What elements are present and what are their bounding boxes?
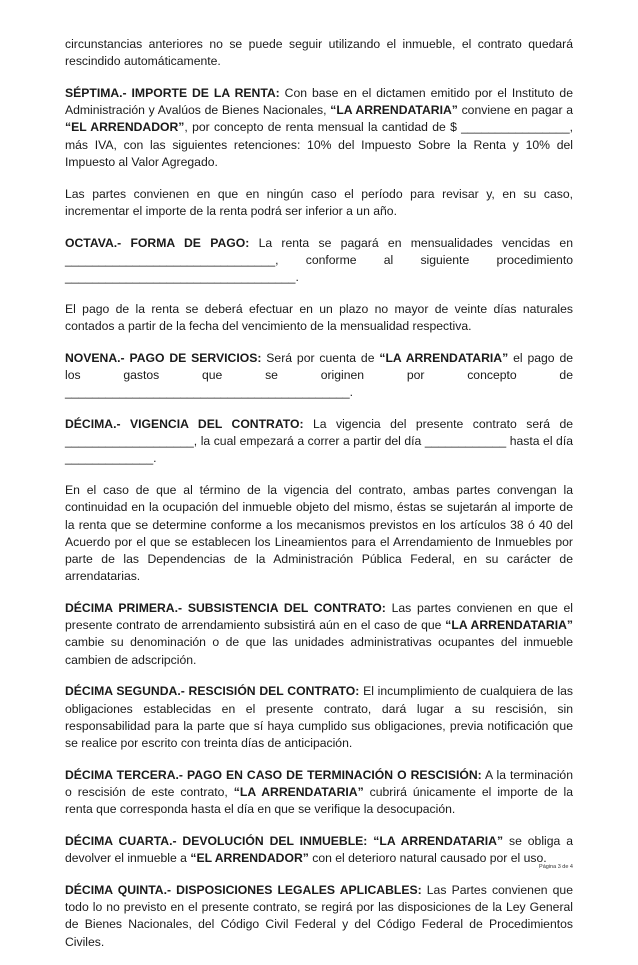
party-name: “EL ARRENDADOR” — [65, 120, 185, 135]
clause-novena-pago-servicios — [65, 350, 573, 402]
clause-septima-importe-renta — [65, 85, 573, 171]
text-run: La vigencia del presente contrato será de ___________________, la cual empezará a correr a partir del día ____________ hasta el día _____________. — [65, 417, 574, 466]
text-run: La renta se pagará en mensualidades vencidas en _______________________________, conforme al siguiente procedimiento __________________________________. — [65, 235, 573, 285]
text-run: cubrirá únicamente el importe de la renta que corresponda hasta el día en que se verifique la desocupación. — [65, 785, 573, 817]
clause-heading: OCTAVA.- FORMA DE PAGO: — [65, 235, 250, 250]
clause-decima-vigencia — [65, 416, 573, 468]
clause-decima-tercera-pago-terminacion — [65, 767, 573, 819]
party-name: “EL ARRENDADOR” — [190, 851, 309, 866]
party-name: “LA ARRENDATARIA” — [379, 350, 509, 365]
clause-heading: DÉCIMA QUINTA.- DISPOSICIONES LEGALES APLICABLES: — [65, 883, 422, 898]
clause-octava-forma-pago — [65, 235, 573, 287]
text-run: se obliga a devolver el inmueble a — [65, 834, 573, 866]
party-name: “LA ARRENDATARIA” — [373, 834, 504, 849]
page-number: Página 3 de 4 — [539, 864, 573, 870]
document-body — [65, 36, 573, 965]
clause-heading: DÉCIMA PRIMERA.- SUBSISTENCIA DEL CONTRATO: — [65, 601, 386, 616]
text-run: El pago de la renta se deberá efectuar en un plazo no mayor de veinte días naturales contados a partir de la fecha del vencimiento de la mensualidad respectiva. — [65, 301, 573, 334]
paragraph-continuidad-ocupacion — [65, 482, 573, 585]
clause-decima-segunda-rescision — [65, 683, 573, 752]
paragraph-revision-renta — [65, 186, 573, 220]
clause-heading: DÉCIMA.- VIGENCIA DEL CONTRATO: — [65, 417, 304, 432]
clause-heading: NOVENA.- PAGO DE SERVICIOS: — [65, 350, 262, 365]
text-run: el pago de los gastos que se originen por concepto de __________________________________________. — [65, 350, 574, 400]
text-run: circunstancias anteriores no se puede seguir utilizando el inmueble, el contrato quedará rescindido automáticamente. — [65, 37, 573, 69]
text-run: Las partes convienen en que el presente contrato de arrendamiento subsistirá aún en el caso de que — [65, 601, 573, 633]
paragraph-plazo-pago — [65, 301, 573, 335]
clause-decima-primera-subsistencia — [65, 600, 573, 669]
text-run: , por concepto de renta mensual la cantidad de $ ________________, más IVA, con las siguientes retenciones: 10% del Impuesto Sobre la Renta y 10% del Impuesto al Valor Agregado. — [65, 120, 573, 169]
clause-decima-cuarta-devolucion — [65, 833, 573, 867]
clause-decima-quinta-disposiciones — [65, 882, 573, 951]
text-run: Será por cuenta de — [261, 350, 380, 365]
text-run: cambie su denominación o de que las unidades administrativas ocupantes del inmueble cambien de adscripción. — [65, 635, 573, 667]
clause-heading: DÉCIMA SEGUNDA.- RESCISIÓN DEL CONTRATO: — [65, 684, 360, 699]
clause-heading: DÉCIMA TERCERA.- PAGO EN CASO DE TERMINACIÓN O RESCISIÓN: — [65, 767, 482, 782]
text-run: A la terminación o rescisión de este contrato, — [65, 767, 573, 800]
text-run: El incumplimiento de cualquiera de las obligaciones establecidas en el presente contrato, dará lugar a su rescisión, sin responsabilidad para la parte que sí haya cumplido sus obligaciones, previa notificación que se realice por escrito con treinta días de anticipación. — [65, 684, 573, 751]
party-name: “LA ARRENDATARIA” — [233, 785, 364, 800]
text-run: En el caso de que al término de la vigencia del contrato, ambas partes convengan la continuidad en la ocupación del inmueble objeto del mismo, éstas se sujetarán al importe de la renta que se determine conforme a los mecanismos previstos en los artículos 38 ó 40 del Acuerdo por el que se establecen los Lineamientos para el Arrendamiento de Inmuebles por parte de las Dependencias de la Administración Pública Federal, en su carácter de arrendatarias. — [65, 483, 573, 584]
text-run: Las Partes convienen que todo lo no previsto en el presente contrato, se regirá por las disposiciones de la Ley General de Bienes Nacionales, del Código Civil Federal y del Código Federal de Procedimientos Civiles. — [65, 883, 573, 949]
paragraph-continuation — [65, 36, 573, 70]
text-run: Las partes convienen en que en ningún caso el período para revisar y, en su caso, incrementar el importe de la renta podrá ser inferior a un año. — [65, 186, 573, 218]
party-name: “LA ARRENDATARIA” — [330, 103, 458, 118]
clause-heading: DÉCIMA CUARTA.- DEVOLUCIÓN DEL INMUEBLE: — [65, 834, 368, 849]
party-name: “LA ARRENDATARIA” — [445, 618, 574, 633]
text-run: Con base en el dictamen emitido por el Instituto de Administración y Avalúos de Bienes Nacionales, — [65, 86, 573, 118]
text-run: con el deterioro natural causado por el uso. — [308, 851, 547, 866]
text-run: conviene en pagar a — [457, 103, 573, 118]
clause-heading: SÉPTIMA.- IMPORTE DE LA RENTA: — [65, 86, 280, 100]
